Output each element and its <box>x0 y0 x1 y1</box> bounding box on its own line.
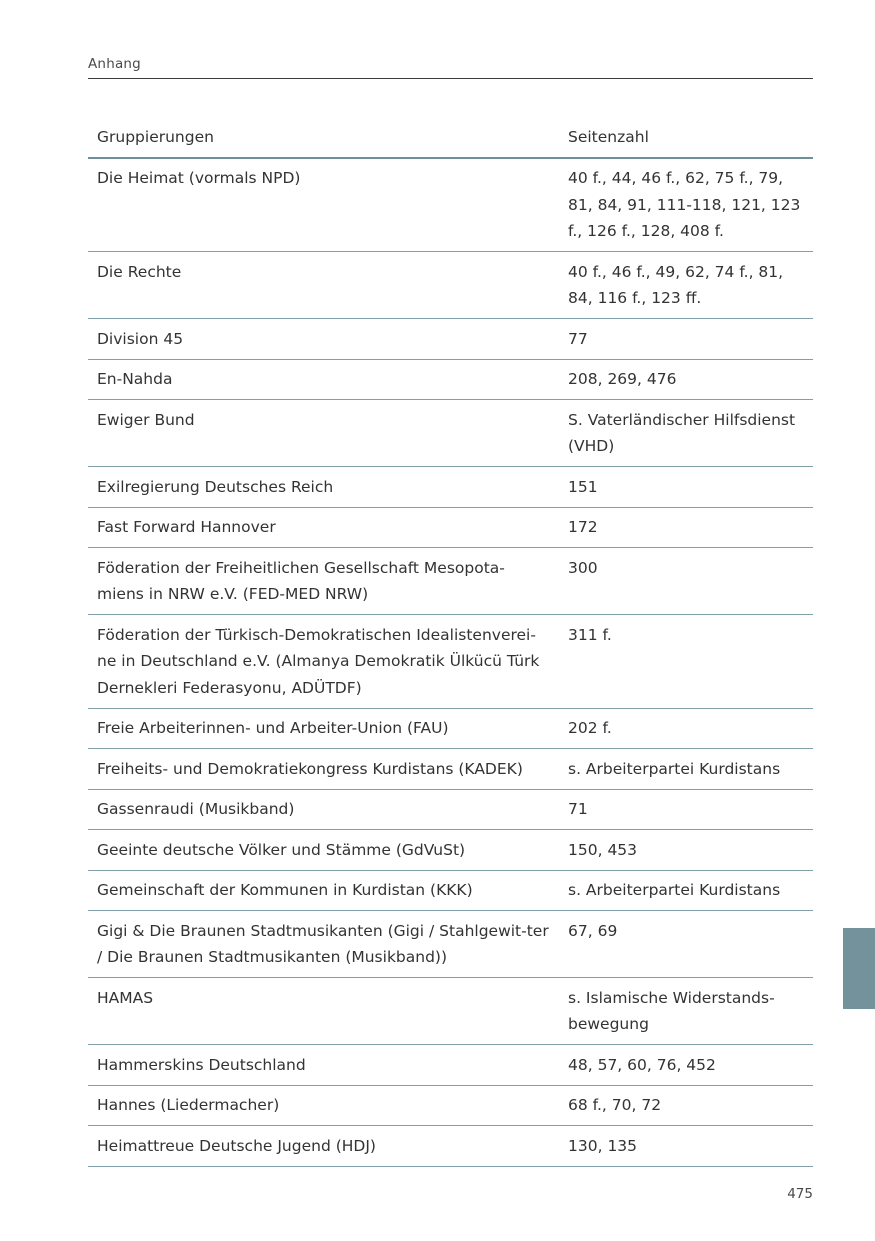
page-numbers-cell: 208, 269, 476 <box>559 359 813 400</box>
table-row <box>88 1126 813 1167</box>
group-name-cell: Geeinte deutsche Völker und Stämme (GdVuSt) <box>88 830 559 871</box>
table-row <box>88 708 813 749</box>
page-numbers-cell: S. Vaterländischer Hilfsdienst (VHD) <box>559 400 813 467</box>
page-numbers-cell: 172 <box>559 507 813 548</box>
table-header-row <box>88 118 813 158</box>
index-table <box>88 118 813 1167</box>
page-numbers-cell: 311 f. <box>559 615 813 709</box>
table-row <box>88 789 813 830</box>
page-numbers-cell: s. Arbeiterpartei Kurdistans <box>559 870 813 911</box>
table-row <box>88 507 813 548</box>
table-row <box>88 158 813 252</box>
group-name-cell: Division 45 <box>88 319 559 360</box>
group-name-cell: Föderation der Freiheitlichen Gesellschaft Mesopota-miens in NRW e.V. (FED-MED NRW) <box>88 548 559 615</box>
table-row <box>88 749 813 790</box>
group-name-cell: Die Heimat (vormals NPD) <box>88 158 559 252</box>
group-name-cell: Gassenraudi (Musikband) <box>88 789 559 830</box>
page-number: 475 <box>787 1186 813 1202</box>
table-row <box>88 615 813 709</box>
page-numbers-cell: 48, 57, 60, 76, 452 <box>559 1045 813 1086</box>
page-numbers-cell: s. Islamische Widerstands-bewegung <box>559 978 813 1045</box>
group-name-cell: Exilregierung Deutsches Reich <box>88 467 559 508</box>
table-row <box>88 1085 813 1126</box>
page-numbers-cell: 300 <box>559 548 813 615</box>
group-name-cell: Gigi & Die Braunen Stadtmusikanten (Gigi / Stahlgewit-ter / Die Braunen Stadtmusikanten (Musikband)) <box>88 911 559 978</box>
group-name-cell: Heimattreue Deutsche Jugend (HDJ) <box>88 1126 559 1167</box>
group-name-cell: Hannes (Liedermacher) <box>88 1085 559 1126</box>
table-row <box>88 870 813 911</box>
table-row <box>88 252 813 319</box>
group-name-cell: Hammerskins Deutschland <box>88 1045 559 1086</box>
page-numbers-cell: 71 <box>559 789 813 830</box>
group-name-cell: HAMAS <box>88 978 559 1045</box>
group-name-cell: Föderation der Türkisch-Demokratischen Idealistenverei-ne in Deutschland e.V. (Almanya Demokratik Ülkücü Türk Dernekleri Federasyonu, ADÜTDF) <box>88 615 559 709</box>
page-numbers-cell: 77 <box>559 319 813 360</box>
column-header-pages: Seitenzahl <box>559 118 813 158</box>
group-name-cell: Ewiger Bund <box>88 400 559 467</box>
page-numbers-cell: 151 <box>559 467 813 508</box>
group-name-cell: Freie Arbeiterinnen- und Arbeiter-Union (FAU) <box>88 708 559 749</box>
table-row <box>88 319 813 360</box>
header-rule <box>88 78 813 79</box>
group-name-cell: Die Rechte <box>88 252 559 319</box>
table-row <box>88 1045 813 1086</box>
table-row <box>88 830 813 871</box>
table-row <box>88 359 813 400</box>
table-row <box>88 978 813 1045</box>
table-row <box>88 400 813 467</box>
page-numbers-cell: 68 f., 70, 72 <box>559 1085 813 1126</box>
page-numbers-cell: 150, 453 <box>559 830 813 871</box>
page-numbers-cell: 67, 69 <box>559 911 813 978</box>
page-numbers-cell: 202 f. <box>559 708 813 749</box>
group-name-cell: En-Nahda <box>88 359 559 400</box>
section-thumb-tab <box>843 928 875 1009</box>
table-row <box>88 467 813 508</box>
table-row <box>88 911 813 978</box>
page-numbers-cell: s. Arbeiterpartei Kurdistans <box>559 749 813 790</box>
running-head: Anhang <box>88 56 141 72</box>
page-numbers-cell: 130, 135 <box>559 1126 813 1167</box>
group-name-cell: Freiheits- und Demokratiekongress Kurdistans (KADEK) <box>88 749 559 790</box>
page-numbers-cell: 40 f., 44, 46 f., 62, 75 f., 79, 81, 84, 91, 111-118, 121, 123 f., 126 f., 128, 408 f. <box>559 158 813 252</box>
table-row <box>88 548 813 615</box>
group-name-cell: Gemeinschaft der Kommunen in Kurdistan (KKK) <box>88 870 559 911</box>
page-numbers-cell: 40 f., 46 f., 49, 62, 74 f., 81, 84, 116 f., 123 ff. <box>559 252 813 319</box>
group-name-cell: Fast Forward Hannover <box>88 507 559 548</box>
column-header-groups: Gruppierungen <box>88 118 559 158</box>
